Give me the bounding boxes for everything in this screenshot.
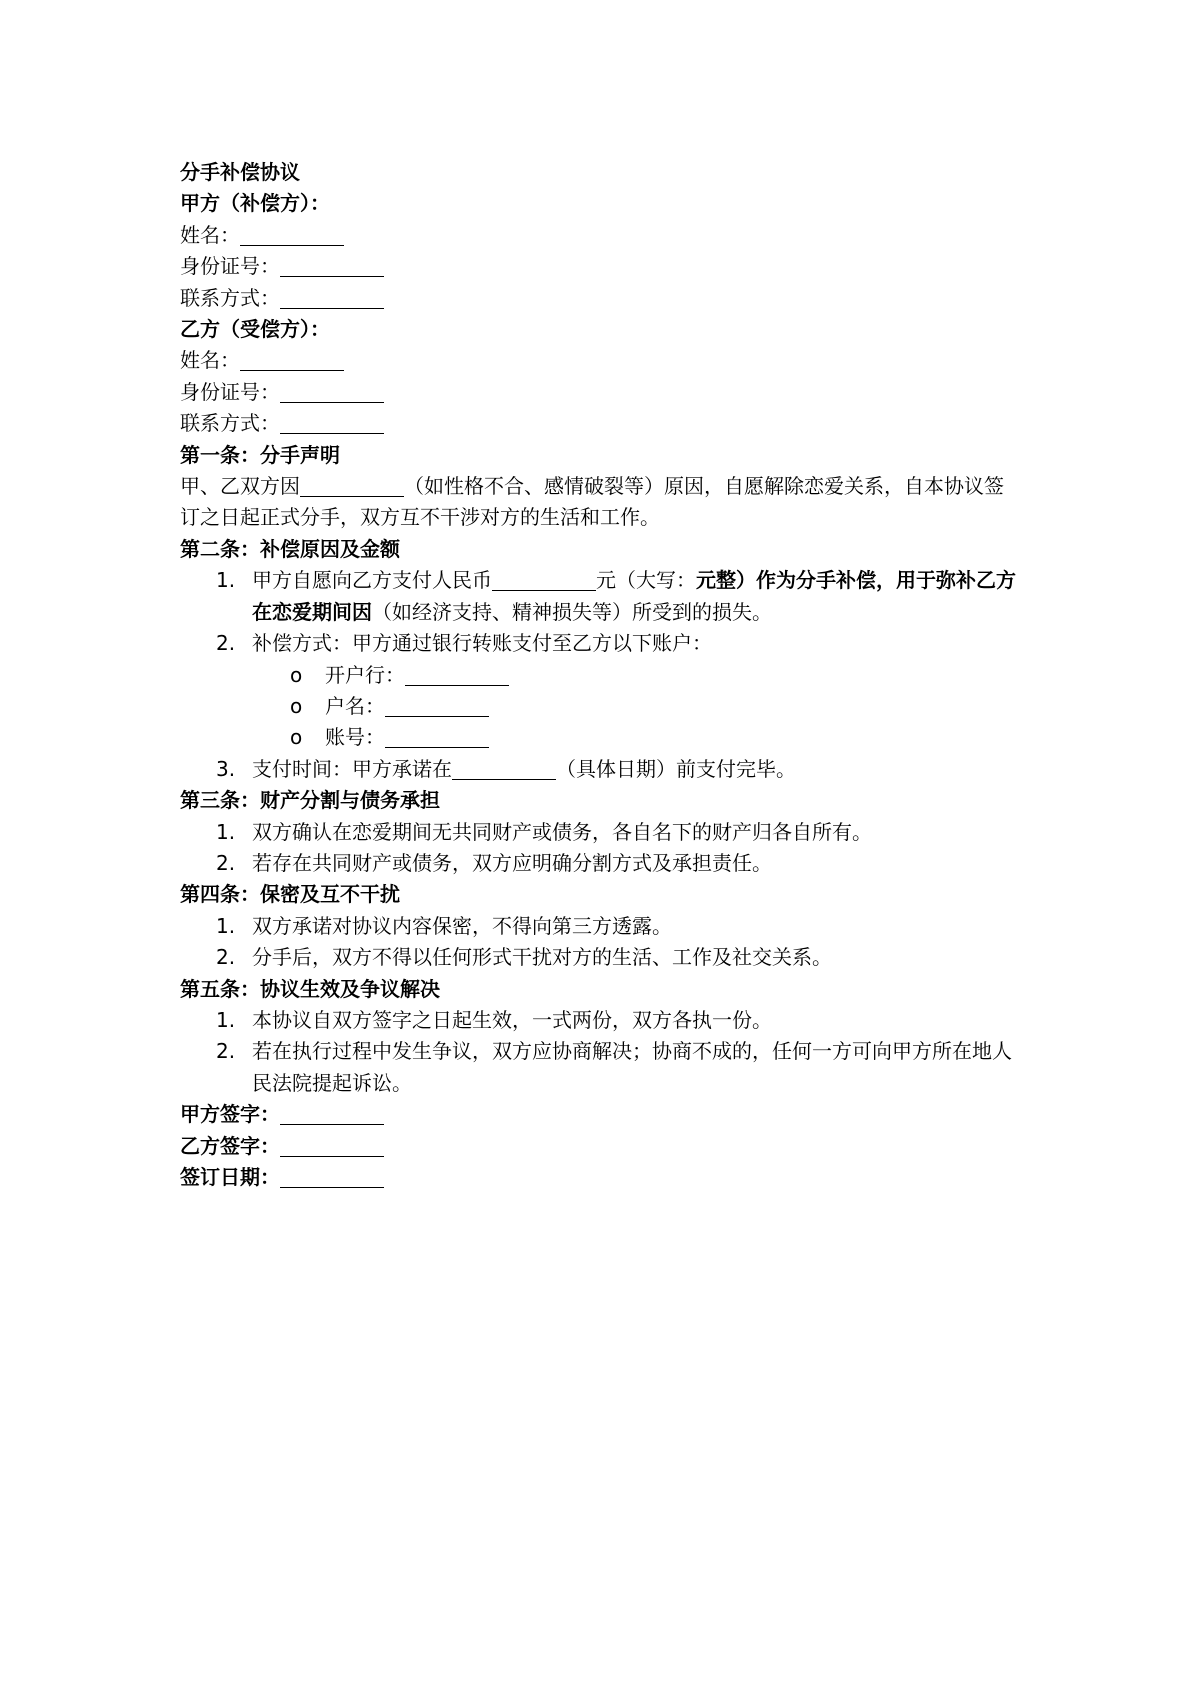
list-number: 2. [216, 1039, 236, 1064]
party-a-signature-blank[interactable] [280, 1102, 384, 1125]
article-1-paragraph [180, 471, 1020, 534]
party-a-heading: 甲方（补偿方）： [180, 191, 330, 216]
list-number: 1. [216, 913, 236, 938]
account-number-label: 账号： [325, 725, 385, 750]
article-4-item-2-text: 分手后，双方不得以任何形式干扰对方的生活、工作及社交关系。 [252, 945, 832, 970]
article-2-list [180, 565, 1020, 785]
party-b-contact-blank[interactable] [280, 411, 384, 434]
article-5-heading: 第五条：协议生效及争议解决 [180, 976, 440, 1001]
party-a-signature-line [180, 1099, 1020, 1130]
party-a-contact-blank[interactable] [280, 286, 384, 309]
signing-date-line [180, 1162, 1020, 1193]
bank-blank[interactable] [405, 663, 509, 686]
account-number-line [180, 722, 1020, 753]
article-5-item-2 [180, 1036, 1020, 1099]
account-name-blank[interactable] [385, 694, 489, 717]
party-b-signature-line [180, 1131, 1020, 1162]
article-3-heading: 第三条：财产分割与债务承担 [180, 788, 440, 813]
article-2-item-1-text-after: （如经济支持、精神损失等）所受到的损失。 [372, 599, 772, 624]
article-2-item-3-text-before: 支付时间：甲方承诺在 [252, 756, 452, 781]
list-number: 3. [216, 756, 236, 781]
article-3-item-2-text: 若存在共同财产或债务，双方应明确分割方式及承担责任。 [252, 850, 772, 875]
party-b-id-blank[interactable] [280, 380, 384, 403]
agreement-document [180, 157, 1020, 1193]
party-a-name-blank[interactable] [240, 223, 344, 246]
article-4-item-2 [180, 942, 1020, 973]
article-1-heading: 第一条：分手声明 [180, 442, 340, 467]
breakup-reason-blank[interactable] [300, 474, 404, 497]
article-1-text-after: （如性格不合、感情破裂等）原因，自愿解除恋爱关系，自本协议签订之日起正式分手，双方互不干涉对方的生活和工作。 [180, 474, 1004, 530]
list-number: 1. [216, 1007, 236, 1032]
account-name-label: 户名： [325, 693, 385, 718]
party-b-signature-blank[interactable] [280, 1134, 384, 1157]
article-5-list [180, 1005, 1020, 1099]
payment-date-blank[interactable] [452, 757, 556, 780]
party-b-contact-label: 联系方式： [180, 411, 280, 436]
article-3-item-1 [180, 817, 1020, 848]
list-number: 2. [216, 945, 236, 970]
article-5-item-1 [180, 1005, 1020, 1036]
party-a-name-label: 姓名： [180, 222, 240, 247]
article-4-list [180, 911, 1020, 974]
signing-date-label: 签订日期： [180, 1165, 280, 1189]
bank-label: 开户行： [325, 662, 405, 687]
article-4-item-1 [180, 911, 1020, 942]
article-2-item-2-text: 补偿方式：甲方通过银行转账支付至乙方以下账户： [252, 631, 712, 656]
party-b-contact-line [180, 408, 1020, 439]
party-b-id-label: 身份证号： [180, 379, 280, 404]
party-b-name-blank[interactable] [240, 348, 344, 371]
article-3-list [180, 817, 1020, 880]
signing-date-blank[interactable] [280, 1165, 384, 1188]
party-a-contact-line [180, 283, 1020, 314]
party-a-signature-label: 甲方签字： [180, 1102, 280, 1127]
document-title: 分手补偿协议 [180, 160, 300, 184]
list-number: 2. [216, 631, 236, 656]
article-2-heading: 第二条：补偿原因及金额 [180, 536, 400, 561]
article-2-item-3-text-after: （具体日期）前支付完毕。 [556, 756, 796, 781]
party-b-name-line [180, 345, 1020, 376]
party-a-id-label: 身份证号： [180, 254, 280, 279]
bullet-icon: o [290, 725, 303, 750]
party-b-heading: 乙方（受偿方）： [180, 317, 330, 342]
account-name-line [180, 691, 1020, 722]
amount-blank[interactable] [492, 568, 596, 591]
bullet-icon: o [290, 662, 303, 687]
article-2-item-1 [180, 565, 1020, 628]
article-2-item-1-text-before: 甲方自愿向乙方支付人民币 [252, 568, 492, 593]
article-2-item-2 [180, 628, 1020, 659]
article-5-item-2-text: 若在执行过程中发生争议，双方应协商解决；协商不成的，任何一方可向甲方所在地人民法院提起诉讼。 [252, 1039, 1012, 1095]
article-1-text-before: 甲、乙双方因 [180, 474, 300, 499]
article-5-item-1-text: 本协议自双方签字之日起生效，一式两份，双方各执一份。 [252, 1007, 772, 1032]
list-number: 1. [216, 568, 236, 593]
account-number-blank[interactable] [385, 725, 489, 748]
article-2-item-1-bold: 元整）作为分手补偿，用于弥补乙方在恋爱期间因 [252, 568, 1016, 624]
party-a-id-blank[interactable] [280, 254, 384, 277]
article-4-item-1-text: 双方承诺对协议内容保密，不得向第三方透露。 [252, 913, 672, 938]
party-a-contact-label: 联系方式： [180, 285, 280, 310]
article-3-item-2 [180, 848, 1020, 879]
list-number: 2. [216, 850, 236, 875]
bullet-icon: o [290, 693, 303, 718]
party-b-signature-label: 乙方签字： [180, 1133, 280, 1158]
article-4-heading: 第四条：保密及互不干扰 [180, 882, 400, 907]
bank-line [180, 660, 1020, 691]
party-a-id-line [180, 251, 1020, 282]
article-2-item-3 [180, 754, 1020, 785]
list-number: 1. [216, 819, 236, 844]
party-b-id-line [180, 377, 1020, 408]
party-a-name-line [180, 220, 1020, 251]
article-3-item-1-text: 双方确认在恋爱期间无共同财产或债务，各自名下的财产归各自所有。 [252, 819, 872, 844]
party-b-name-label: 姓名： [180, 348, 240, 373]
article-2-item-1-text-mid: 元（大写： [596, 568, 696, 593]
